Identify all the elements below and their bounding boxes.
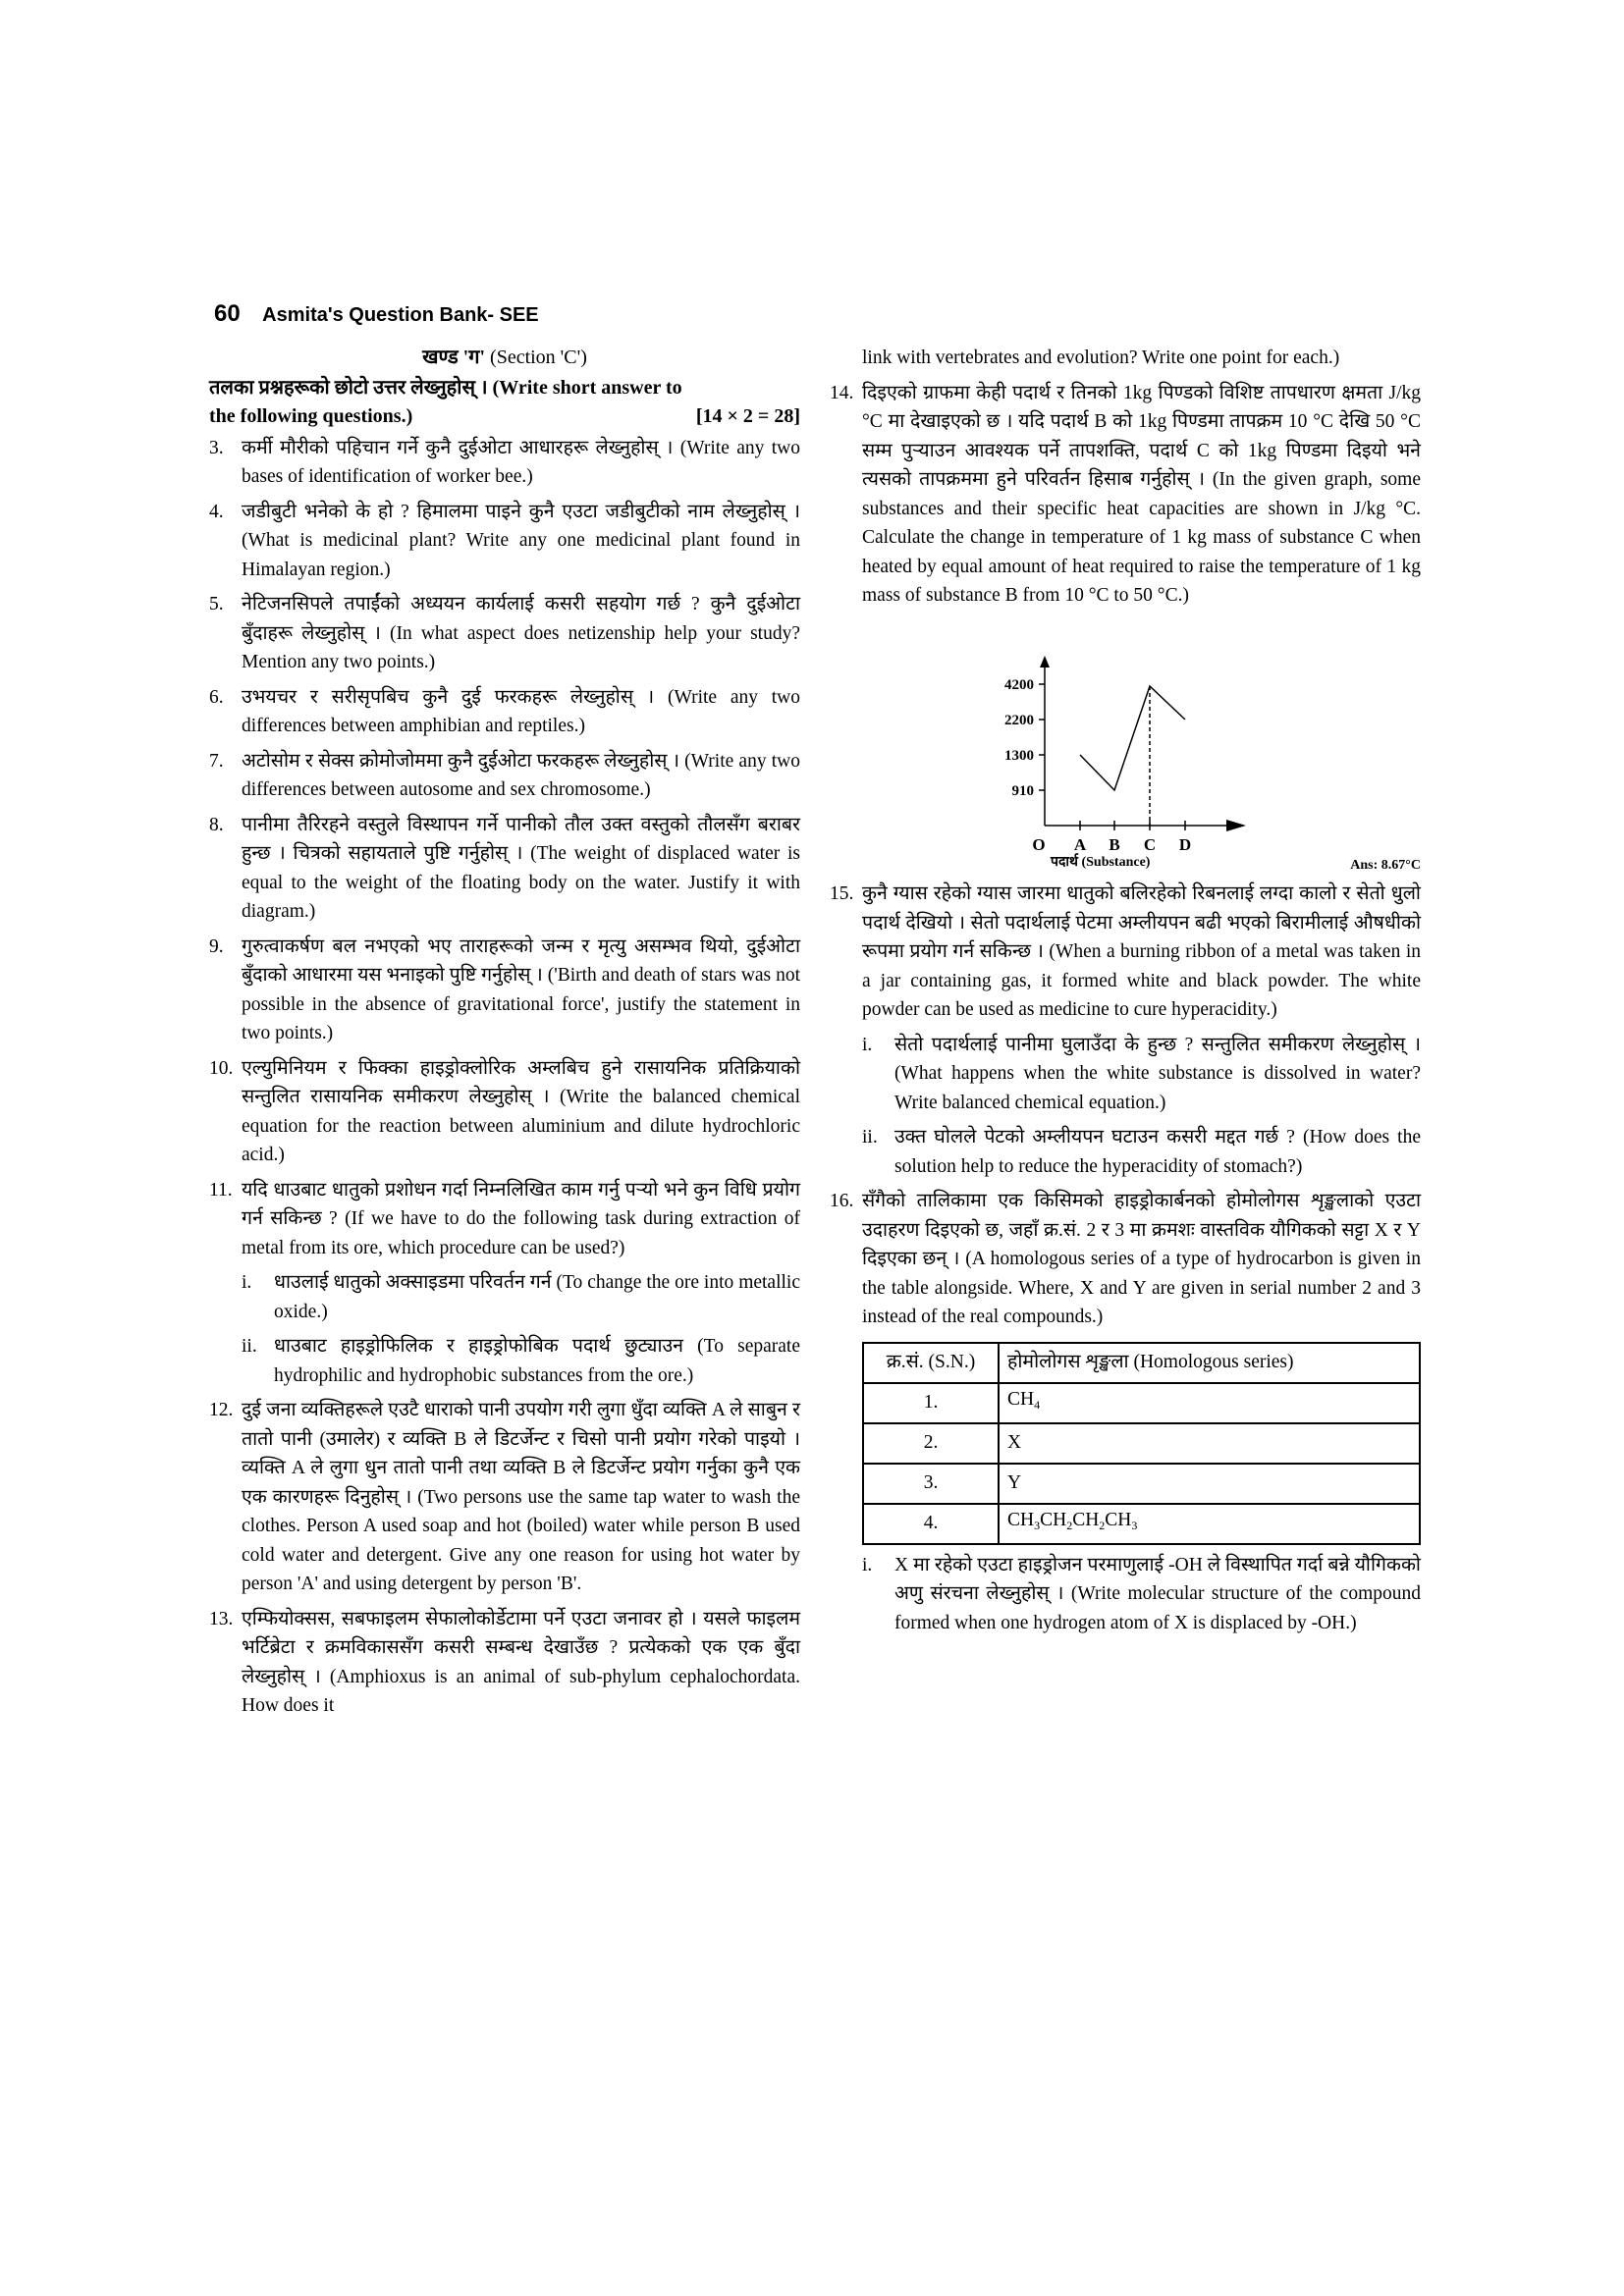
section-marks: [14 × 2 = 28] [695,405,800,427]
y-tick-1300: 1300 [1004,747,1034,764]
table-cell-compound: $CH_3CH_2CH_2CH_3$ [999,1504,1420,1544]
table-cell-compound: $CH_4$ [999,1383,1420,1423]
question-11 [209,1176,800,1263]
y-tick-910: 910 [1011,782,1034,799]
instruction-en-cont: the following questions.) [209,405,413,427]
question-16-sub-i [862,1551,1421,1638]
question-number: 16. [830,1191,854,1211]
table-row [863,1423,1420,1464]
question-3 [209,434,800,492]
book-title: Asmita's Question Bank- SEE [262,304,539,326]
question-15-sub-ii [862,1123,1421,1181]
question-text: कुनै ग्यास रहेको ग्यास जारमा धातुको बलिरहेको रिबनलाई लग्दा कालो र सेतो धुलो पदार्थ देखियो । सेतो पदार्थलाई पेटमा अम्लीयपन बढी भएको बिरामीलाई औषधीको रूपमा प्रयोग गर्न सकिन्छ । (When a burning ribbon of a metal was taken in a jar containing gas, it formed white and black powder. The white powder can be used as medicine to cure hyperacidity.) [862,883,1421,1020]
section-instruction [209,374,800,403]
table-row [863,1464,1420,1504]
table-cell-sn: 3. [863,1464,999,1504]
table-header-sn: क्र.सं. (S.N.) [863,1343,999,1383]
section-title-np: खण्ड 'ग' [422,347,486,368]
table-cell-sn: 4. [863,1504,999,1544]
sub-question-number: i. [862,1034,873,1055]
x-tick-C: C [1143,834,1157,854]
y-tick-4200: 4200 [1004,676,1034,693]
x-tick-D: D [1178,834,1192,854]
question-number: 7. [209,750,224,772]
question-number: 8. [209,814,224,835]
question-text: जडीबुटी भनेको के हो ? हिमालमा पाइने कुनै एउटा जडीबुटीको नाम लेख्नुहोस् । (What is medicinal plant? Write any one medicinal plant found in Himalayan region.) [242,501,800,580]
question-4 [209,498,800,585]
sub-question-number: i. [242,1272,252,1293]
origin-label: O [1032,834,1046,854]
left-column [209,344,800,1727]
question-11-sub-ii [242,1332,800,1390]
section-title [209,344,800,373]
question-text: पानीमा तैरिरहने वस्तुले विस्थापन गर्ने पानीको तौल उक्त वस्तुको तौलसँग बराबर हुन्छ । चित्रको सहायताले पुष्टि गर्नुहोस् । (The weight of displaced water is equal to the weight of the floating body on the water. Justify it with diagram.) [242,814,800,922]
section-title-en: (Section 'C') [490,347,587,368]
sub-question-number: ii. [242,1336,257,1357]
sub-question-text: सेतो पदार्थलाई पानीमा घुलाउँदा के हुन्छ ? सन्तुलित समीकरण लेख्नुहोस् । (What happens when the white substance is dissolved in water? Write balanced chemical equation.) [894,1034,1421,1113]
question-number: 12. [209,1400,234,1420]
question-text: उभयचर र सरीसृपबिच कुनै दुई फरकहरू लेख्नुहोस् । (Write any two differences between amphibian and reptiles.) [242,686,800,736]
question-11-sub-i [242,1268,800,1326]
sub-question-number: ii. [862,1127,878,1148]
x-tick-A: A [1073,834,1087,854]
question-text: अटोसोम र सेक्स क्रोमोजोममा कुनै दुईओटा फरकहरू लेख्नुहोस् । (Write any two differences between autosome and sex chromosome.) [242,750,800,800]
question-text: यदि धाउबाट धातुको प्रशोधन गर्दा निम्नलिखित काम गर्नु पर्‍यो भने कुन विधि प्रयोग गर्न सकिन्छ ? (If we have to do the following task during extraction of metal from its ore, which procedure can be used?) [242,1179,800,1258]
line-chart [830,616,1421,857]
answer-label: Ans: 8.67°C [1350,857,1421,873]
question-5 [209,590,800,677]
right-column [830,344,1421,1643]
question-8 [209,811,800,927]
instruction-np: तलका प्रश्नहरूको छोटो उत्तर लेख्नुहोस् । [209,376,488,399]
question-9 [209,933,800,1048]
question-number: 4. [209,501,224,522]
question-13 [209,1605,800,1721]
question-13-continued: link with vertebrates and evolution? Write one point for each.) [862,347,1340,368]
question-16 [830,1187,1421,1332]
instruction-en: (Write short answer to [492,376,682,399]
question-15 [830,880,1421,1025]
table-row [863,1504,1420,1544]
question-number: 9. [209,935,224,957]
table-cell-compound: Y [999,1464,1420,1504]
question-number: 3. [209,437,224,458]
table-cell-sn: 2. [863,1423,999,1464]
question-10 [209,1054,800,1170]
question-15-sub-i [862,1031,1421,1118]
sub-question-text: X मा रहेको एउटा हाइड्रोजन परमाणुलाई -OH ले विस्थापित गर्दा बन्ने यौगिकको अणु संरचना लेख्नुहोस् । (Write molecular structure of the compound formed when one hydrogen atom of X is displaced by -OH.) [894,1554,1421,1633]
table-row [863,1383,1420,1423]
question-number: 13. [209,1608,234,1629]
question-text: नेटिजनसिपले तपाईंको अध्ययन कार्यलाई कसरी सहयोग गर्छ ? कुनै दुईओटा बुँदाहरू लेख्नुहोस् । (In what aspect does netizenship help your study? Mention any two points.) [242,594,800,672]
table-cell-sn: 1. [863,1383,999,1423]
question-number: 6. [209,686,224,708]
x-axis-label: पदार्थ (Substance) [1051,854,1151,870]
table-cell-compound: X [999,1423,1420,1464]
question-number: 11. [209,1179,233,1201]
table-header-series: होमोलोगस शृङ्खला (Homologous series) [999,1343,1420,1383]
question-number: 5. [209,594,224,614]
y-tick-2200: 2200 [1004,712,1034,728]
instruction-line-2 [209,402,800,432]
question-number: 14. [830,382,854,403]
question-number: 10. [209,1057,234,1079]
table-header-row [863,1343,1420,1383]
sub-question-number: i. [862,1554,873,1575]
question-14 [830,379,1421,611]
question-text: सँगैको तालिकामा एक किसिमको हाइड्रोकार्बनको होमोलोगस शृङ्खलाको एउटा उदाहरण दिइएको छ, जहाँ क्र.सं. 2 र 3 मा क्रमशः वास्तविक यौगिकको सट्टा X र Y दिइएका छन् । (A homologous series of a type of hydrocarbon is given in the table alongside. Where, X and Y are given in serial number 2 and 3 instead of the real compounds.) [862,1191,1421,1327]
question-text: दुई जना व्यक्तिहरूले एउटै धाराको पानी उपयोग गरी लुगा धुँदा व्यक्ति A ले साबुन र तातो पानी (उमालेर) र व्यक्ति B ले डिटर्जेन्ट र चिसो पानी प्रयोग गरेको पाइयो । व्यक्ति A ले लुगा धुन तातो पानी तथा व्यक्ति B ले डिटर्जेन्ट प्रयोग गर्नुका कुनै एक एक कारणहरू दिनुहोस् । (Two persons use the same tap water to wash the clothes. Person A used soap and hot (boiled) water while person B used cold water and detergent. Give any one reason for using hot water by person 'A' and using detergent by person 'B'. [242,1400,800,1594]
question-text: एम्फियोक्सस, सबफाइलम सेफालोकोर्डेटामा पर्ने एउटा जनावर हो । यसले फाइलम भर्टिब्रेटा र क्रमविकाससँग कसरी सम्बन्ध देखाउँछ ? प्रत्येकको एक एक बुँदा लेख्नुहोस् । (Amphioxus is an animal of sub-phylum cephalochordata. How does it [242,1608,800,1716]
question-text: गुरुत्वाकर्षण बल नभएको भए ताराहरूको जन्म र मृत्यु असम्भव थियो, दुईओटा बुँदाको आधारमा यस भनाइको पुष्टि गर्नुहोस् । ('Birth and death of stars was not possible in the absence of gravitational force', justify the statement in two points.) [242,935,800,1043]
question-12 [209,1396,800,1599]
question-text: एल्युमिनियम र फिक्का हाइड्रोक्लोरिक अम्लबिच हुने रासायनिक प्रतिक्रियाको सन्तुलित रासायनिक समीकरण लेख्नुहोस् । (Write the balanced chemical equation for the reaction between aluminium and dilute hydrochloric acid.) [242,1057,800,1165]
sub-question-text: धाउबाट हाइड्रोफिलिक र हाइड्रोफोबिक पदार्थ छुट्याउन (To separate hydrophilic and hydrophobic substances from the ore.) [274,1336,800,1386]
question-text: कर्मी मौरीको पहिचान गर्ने कुनै दुईओटा आधारहरू लेख्नुहोस् । (Write any two bases of identification of worker bee.) [242,437,800,487]
sub-question-text: धाउलाई धातुको अक्साइडमा परिवर्तन गर्न (To change the ore into metallic oxide.) [274,1272,800,1322]
homologous-series-table [862,1342,1421,1545]
page-number: 60 [214,300,241,327]
question-7 [209,747,800,805]
page-header [214,300,539,328]
question-text: दिइएको ग्राफमा केही पदार्थ र तिनको 1kg पिण्डको विशिष्ट तापधारण क्षमता J/kg °C मा देखाइएको छ । यदि पदार्थ B को 1kg पिण्डमा तापक्रम 10 °C देखि 50 °C सम्म पुर्‍याउन आवश्यक पर्ने तापशक्ति, पदार्थ C को 1kg पिण्डमा दिइयो भने त्यसको तापक्रममा हुने परिवर्तन हिसाब गर्नुहोस् । (In the given graph, some substances and their specific heat capacities are shown in J/kg °C. Calculate the change in temperature of 1 kg mass of substance C when heated by equal amount of heat required to raise the temperature of 1 kg mass of substance B from 10 °C to 50 °C.) [862,382,1421,606]
x-tick-B: B [1109,834,1120,854]
question-6 [209,683,800,741]
sub-question-text: उक्त घोलले पेटको अम्लीयपन घटाउन कसरी मद्दत गर्छ ? (How does the solution help to reduce the hyperacidity of stomach?) [894,1127,1421,1177]
question-number: 15. [830,883,854,904]
